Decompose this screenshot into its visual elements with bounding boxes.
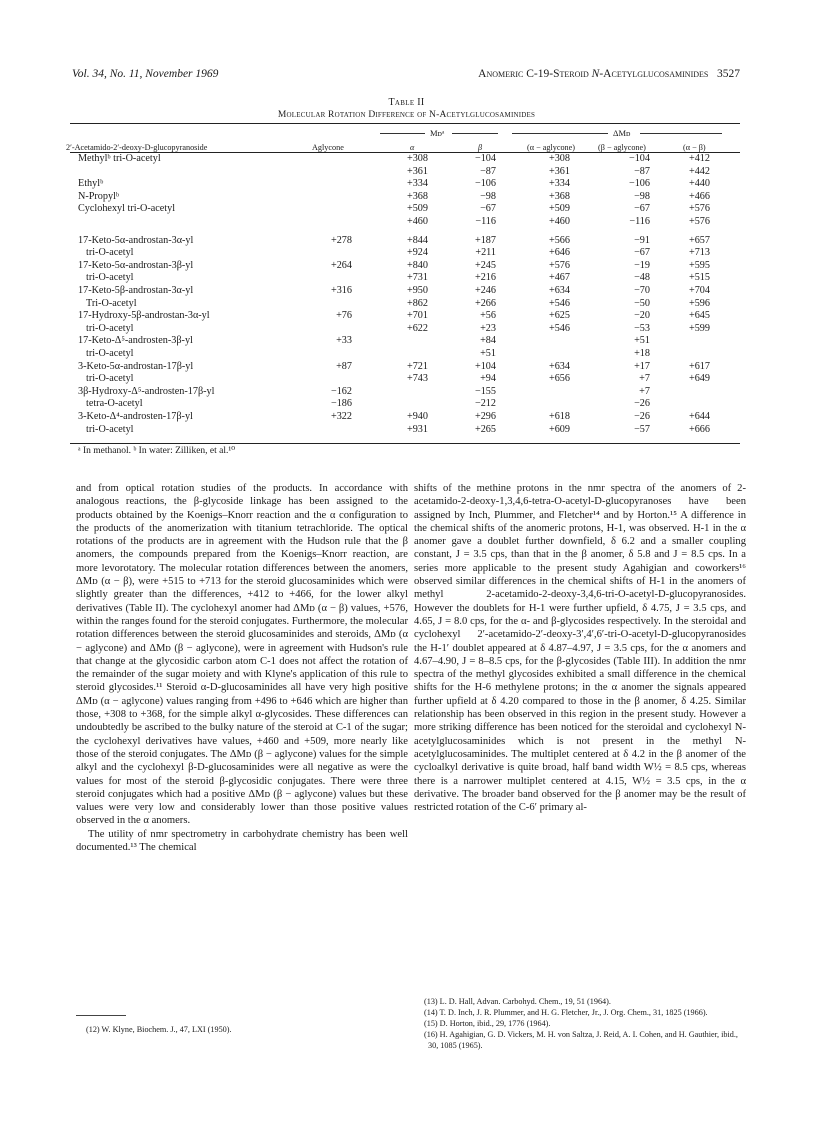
page-number: 3527 [717,68,740,80]
references-right [414,996,746,1051]
table-row [0,178,813,190]
alpha-minus-aglycone-value: +646 [548,247,570,259]
aglycone-value: −186 [330,398,352,410]
beta-value: +104 [474,360,496,372]
compound-name: 17-Keto-5α-androstan-3β-yl [78,259,194,271]
alpha-minus-beta-value: +713 [688,247,710,259]
reference-separator [76,1015,126,1016]
table-row [0,191,813,203]
alpha-value: +721 [406,360,428,372]
alpha-value: +940 [406,411,428,422]
reference-12: (12) W. Klyne, Biochem. J., 47, LXI (1950). [86,1025,232,1034]
beta-minus-aglycone-value: −48 [634,272,650,284]
alpha-value: +731 [406,272,428,284]
alpha-value: +931 [406,423,428,435]
alpha-minus-aglycone-value: +609 [548,423,570,435]
alpha-value: +334 [406,178,428,190]
col-header-alpha-minus-beta: (α − β) [683,143,706,152]
alpha-minus-beta-value: +576 [688,203,710,215]
alpha-minus-beta-value: +645 [688,310,710,322]
article-running-title [478,68,740,80]
alpha-value: +460 [406,216,428,227]
aglycone-value: +87 [336,360,352,372]
table-row [0,235,813,247]
alpha-minus-aglycone-value: +308 [548,153,570,164]
alpha-value: +950 [406,285,428,296]
running-title-italic: N [591,68,600,80]
running-title-suffix: -Acetylglucosaminides [599,68,709,80]
beta-value: +245 [474,259,496,271]
aglycone-value: −162 [330,385,352,397]
beta-value: +187 [474,234,496,246]
beta-minus-aglycone-value: −26 [634,398,650,410]
beta-value: +23 [480,322,496,334]
compound-name: 3-Keto-5α-androstan-17β-yl [78,360,194,372]
alpha-value: +840 [406,259,428,271]
reference-16: (16) H. Agahigian, G. D. Vickers, M. H. von Saltza, J. Reid, A. I. Cohen, and H. Gauthier, ibid., 30, 1085 (1965). [424,1030,738,1050]
table-row [0,335,813,347]
alpha-minus-beta-value: +644 [688,411,710,422]
aglycone-value: +76 [336,310,352,322]
md-group-header: Mᴅᵃ [430,128,445,138]
col-header-beta: β [478,143,483,152]
alpha-value: +701 [406,310,428,322]
beta-value: −155 [474,385,496,397]
compound-name: tetra-O-acetyl [86,398,143,410]
beta-minus-aglycone-value: −91 [634,234,650,246]
beta-minus-aglycone-value: +17 [634,360,650,372]
alpha-minus-beta-value: +596 [688,297,710,309]
table-row [0,298,813,310]
journal-volume-info: Vol. 34, No. 11, November 1969 [72,68,219,80]
alpha-minus-aglycone-value: +656 [548,373,570,385]
alpha-minus-beta-value: +595 [688,259,710,271]
table-row [0,285,813,297]
alpha-minus-beta-value: +666 [688,423,710,435]
alpha-minus-aglycone-value: +634 [548,360,570,372]
beta-value: −98 [480,190,496,202]
beta-minus-aglycone-value: −19 [634,259,650,271]
table-row [0,386,813,398]
compound-name: Cyclohexyl tri-O-acetyl [78,203,176,215]
beta-value: −87 [480,165,496,177]
table-subtitle: Molecular Rotation Difference of N-Acetylglucosaminides [277,110,536,120]
alpha-minus-beta-value: +412 [688,153,710,164]
beta-value: +84 [480,335,496,347]
alpha-minus-beta-value: +576 [688,216,710,227]
dmd-group-line-right [640,133,722,134]
table-row [0,153,813,165]
table-bottom-rule [70,443,740,444]
alpha-minus-beta-value: +442 [688,165,710,177]
compound-name: tri-O-acetyl [86,247,134,259]
alpha-minus-aglycone-value: +634 [548,285,570,296]
beta-minus-aglycone-value: −104 [628,153,650,164]
compound-name: Ethylᵇ [78,178,104,190]
alpha-value: +844 [406,234,428,246]
beta-minus-aglycone-value: −106 [628,178,650,190]
alpha-value: +622 [406,322,428,334]
col-header-alpha-minus-aglycone: (α − aglycone) [527,143,576,152]
alpha-minus-aglycone-value: +334 [548,178,570,190]
alpha-value: +743 [406,373,428,385]
compound-name: tri-O-acetyl [86,272,134,284]
alpha-value: +862 [406,297,428,309]
aglycone-value: +322 [330,411,352,422]
compound-name: 17-Keto-5α-androstan-3α-yl [78,234,194,246]
compound-name: tri-O-acetyl [86,373,134,385]
alpha-minus-aglycone-value: +625 [548,310,570,322]
beta-minus-aglycone-value: +51 [634,335,650,347]
beta-minus-aglycone-value: −53 [634,322,650,334]
table-row [0,260,813,272]
running-title-prefix: Anomeric C-19-Steroid [478,68,592,80]
beta-value: −106 [474,178,496,190]
alpha-minus-beta-value: +704 [688,285,710,296]
alpha-value: +368 [406,190,428,202]
alpha-value: +509 [406,203,428,215]
beta-minus-aglycone-value: +7 [639,373,650,385]
table-row [0,424,813,436]
md-group-line-left [380,133,425,134]
alpha-minus-beta-value: +649 [688,373,710,385]
alpha-value: +308 [406,153,428,164]
paragraph: shifts of the methine protons in the nmr spectra of the anomers of 2-acetamido-2-deoxy-1,3,4,6-tetra-O-acetyl-D-glucopyranoses have been assigned by Inch, Plummer, and Fletcher¹⁴ and by Horton.¹⁵ A difference in the chemical shifts of the anomeric protons, H-1, was observed. H-1 in the α anomer gave a doublet further downfield, δ 6.2 and a smaller coupling constant, J = 3.5 cps, than that in the β anomer, δ 5.8 and J = 8.5 cps. In a series more applicable to the present study Agahigian and coworkers¹⁶ observed similar differences in the chemical shifts of H-1 in the anomers of methyl 2-acetamido-2-deoxy-3,4,6-tri-O-acetyl-D-glucopyranosides. However the doublets for H-1 were further upfield, δ 4.75, J = 3.5 cps, and 4.65, J = 8.0 cps, for the α- and β-glycosides respectively. In the steroidal and cyclohexyl 2′-acetamido-2′-deoxy-3′,4′,6′-tri-O-acetyl-D-glucopyranosides the H-1′ doublet appeared at δ 4.87–4.97, J = 3.5 cps, for the α anomers and 4.67–4.90, J = 8–8.5 cps, for the β-glycosides (Table III). In addition the nmr spectra of the methyl glycosides exhibited a small difference in the chemical shifts for the H-6 methylene protons; in the α anomer the signals appeared further upfield at δ 4.20 compared to those in the β anomer, δ 4.25. Similar relationship has been observed in this region in the present study. However a more striking difference has been noticed for the steroidal and cyclohexyl N-acetylglucosaminides which is not present in the methyl N-acetylglucosaminides. The multiplet centered at δ 4.2 in the β anomer of the cycloalkyl derivative is quite broad, half band width W½ = 8.5 cps, whereas there is a narrower multiplet centered at 4.15, W½ = 3.5 cps, in the α derivative. The broader band observed for the β anomer may be the result of restricted rotation of the C-6′ primary al- [414,483,746,814]
beta-value: +265 [474,423,496,435]
compound-name: N-Propylᵇ [78,190,120,202]
beta-minus-aglycone-value: −50 [634,297,650,309]
alpha-minus-aglycone-value: +576 [548,259,570,271]
beta-minus-aglycone-value: −67 [634,203,650,215]
beta-minus-aglycone-value: −20 [634,310,650,322]
beta-minus-aglycone-value: −116 [629,216,650,227]
alpha-minus-aglycone-value: +509 [548,203,570,215]
table-row [0,272,813,284]
alpha-minus-aglycone-value: +460 [548,216,570,227]
alpha-minus-beta-value: +440 [688,178,710,190]
table-top-rule [70,123,740,124]
alpha-minus-aglycone-value: +467 [548,272,570,284]
references-left [76,1024,408,1035]
compound-name: tri-O-acetyl [86,348,134,359]
beta-minus-aglycone-value: +18 [634,348,650,359]
alpha-minus-beta-value: +466 [688,190,710,202]
alpha-minus-beta-value: +617 [688,360,710,372]
alpha-minus-beta-value: +657 [688,234,710,246]
alpha-minus-aglycone-value: +618 [548,411,570,422]
table-row [0,216,813,228]
table-row [0,203,813,215]
table-row [0,348,813,360]
reference-15: (15) D. Horton, ibid., 29, 1776 (1964). [424,1019,551,1028]
alpha-minus-aglycone-value: +546 [548,322,570,334]
col-header-aglycone: Aglycone [312,143,344,152]
compound-name: 17-Keto-5β-androstan-3α-yl [78,285,194,296]
beta-value: +94 [480,373,496,385]
reference-14: (14) T. D. Inch, J. R. Plummer, and H. G. Fletcher, Jr., J. Org. Chem., 31, 1825 (1966). [424,1008,708,1017]
alpha-minus-aglycone-value: +566 [548,234,570,246]
aglycone-value: +278 [330,234,352,246]
dmd-group-header: ΔMᴅ [613,128,631,138]
beta-minus-aglycone-value: −70 [634,285,650,296]
beta-value: −104 [474,153,496,164]
aglycone-value: +316 [330,285,352,296]
beta-minus-aglycone-value: −26 [634,411,650,422]
compound-name: 17-Hydroxy-5β-androstan-3α-yl [78,310,210,322]
compound-name: tri-O-acetyl [86,322,134,334]
alpha-minus-aglycone-value: +368 [548,190,570,202]
table-row [0,398,813,410]
table-footnote: ᵃ In methanol. ᵇ In water: Zilliken, et al.¹⁰ [78,446,236,456]
beta-value: +246 [474,285,496,296]
compound-name: 17-Keto-Δ⁵-androsten-3β-yl [78,335,193,347]
reference-13: (13) L. D. Hall, Advan. Carbohyd. Chem., 19, 51 (1964). [424,997,611,1006]
table-title: Table II [388,97,425,108]
col-header-compound: 2′-Acetamido-2′-deoxy-D-glucopyranoside [66,143,208,152]
table-row [0,361,813,373]
compound-name: tri-O-acetyl [86,423,134,435]
table-row [0,411,813,423]
table-row [0,247,813,259]
col-header-beta-minus-aglycone: (β − aglycone) [598,143,646,152]
alpha-minus-beta-value: +599 [688,322,710,334]
body-column-right [414,482,746,814]
beta-value: −212 [474,398,496,410]
alpha-value: +361 [406,165,428,177]
compound-name: 3β-Hydroxy-Δ⁵-androsten-17β-yl [78,385,215,397]
table-row [0,323,813,335]
beta-value: +56 [480,310,496,322]
beta-minus-aglycone-value: +7 [639,385,650,397]
alpha-minus-aglycone-value: +361 [548,165,570,177]
compound-name: 3-Keto-Δ⁴-androsten-17β-yl [78,411,193,422]
compound-name: Methylᵇ tri-O-acetyl [78,153,161,164]
beta-minus-aglycone-value: −98 [634,190,650,202]
table-row [0,373,813,385]
aglycone-value: +264 [330,259,352,271]
col-header-alpha: α [410,143,415,152]
beta-minus-aglycone-value: −57 [634,423,650,435]
table-row [0,166,813,178]
beta-value: +51 [480,348,496,359]
beta-value: +296 [474,411,496,422]
body-column-left [76,482,408,854]
beta-value: −116 [475,216,496,227]
running-header [72,68,740,82]
dmd-group-line-left [512,133,608,134]
beta-minus-aglycone-value: −67 [634,247,650,259]
paragraph: The utility of nmr spectrometry in carbohydrate chemistry has been well documented.¹³ The chemical [76,828,408,854]
alpha-value: +924 [406,247,428,259]
beta-value: +266 [474,297,496,309]
beta-value: +216 [474,272,496,284]
beta-value: +211 [475,247,496,259]
compound-name: Tri-O-acetyl [86,297,137,309]
table-row [0,310,813,322]
alpha-minus-aglycone-value: +546 [548,297,570,309]
md-group-line-right [452,133,498,134]
alpha-minus-beta-value: +515 [688,272,710,284]
paragraph: and from optical rotation studies of the products. In accordance with analogous reactions, the β-glycoside linkage has been assigned to the products obtained by the Koenigs–Knorr reaction and the α configuration to the products of the anomerization with titanium tetrachloride. The optical rotations of the products are in agreement with the Hudson rule that the β anomers, the compounds prepared from the Koenigs–Knorr reaction, are more levorotatory. The molecular rotation differences between the anomers, ΔMᴅ (α − β), were +515 to +713 for the steroid glucosaminides which were slightly greater than the differences, +412 to +466, for the lower alkyl derivatives (Table II). The cyclohexyl anomer had ΔMᴅ (α − β) values, +576, within the ranges found for the steroid conjugates. Furthermore, the molecular rotation differences between the steroid glucosaminides and steroids, ΔMᴅ (α − aglycone) and ΔMᴅ (β − aglycone), were in agreement with Hudson's rule that change at the glycosidic carbon atom C-1 does not affect the rotation of the remainder of the sugar moiety and with Klyne's application of this rule to steroid glycosides.¹¹ Steroid α-D-glucosaminides all have very high positive ΔMᴅ (α − aglycone) values ranging from +496 to +646 which are higher than those, +308 to +368, for the simple alkyl α-glycosides. These differences can undoubtedly be ascribed to the bulky nature of the steroid at C-1 of the sugar; the cyclohexyl derivatives have values, +460 and +509, more nearly like those of the steroid conjugates. The ΔMᴅ (β − aglycone) values for the simple alkyl and the cyclohexyl β-D-glucosaminides were all negative as were the values for most of the steroid β-glycosidic conjugates. There were three steroid conjugates which had a positive ΔMᴅ (β − aglycone) values but these values were very low and considerably lower than those positive values observed in the α anomers. [76,483,408,827]
aglycone-value: +33 [336,335,352,347]
beta-value: −67 [480,203,496,215]
beta-minus-aglycone-value: −87 [634,165,650,177]
